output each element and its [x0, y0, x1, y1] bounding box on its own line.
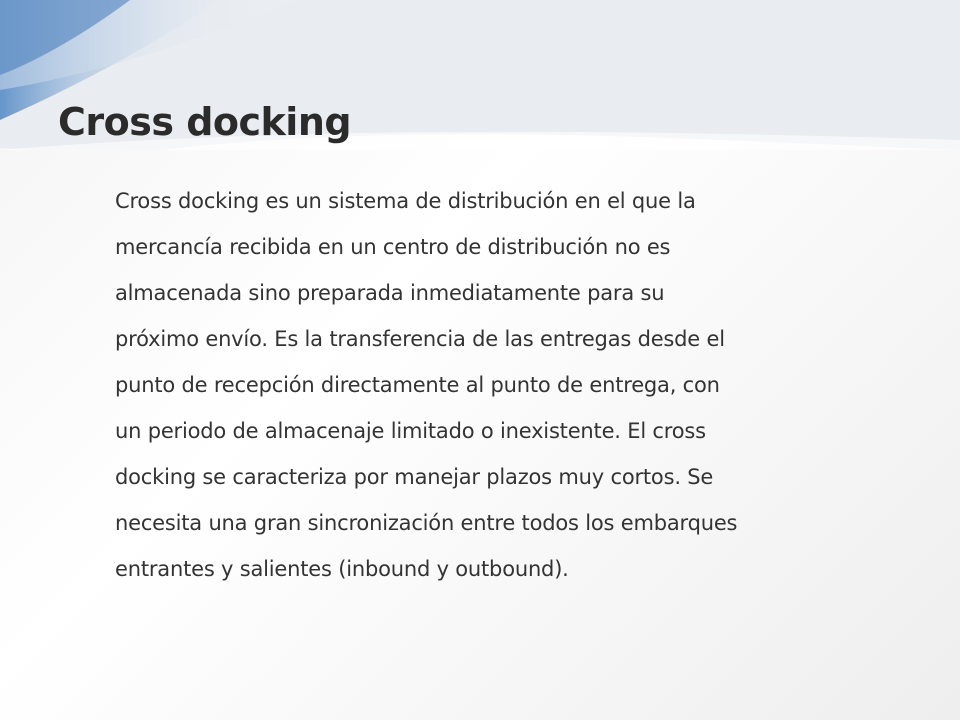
body-line: un periodo de almacenaje limitado o inexistente. El cross: [115, 419, 706, 443]
body-line: almacenada sino preparada inmediatamente para su: [115, 281, 665, 305]
slide-body-text: [115, 178, 915, 592]
body-line: entrantes y salientes (inbound y outbound).: [115, 557, 569, 581]
slide-title: Cross docking: [58, 100, 352, 144]
body-line: Cross docking es un sistema de distribución en el que la: [115, 189, 696, 213]
body-line: necesita una gran sincronización entre todos los embarques: [115, 511, 738, 535]
body-line: punto de recepción directamente al punto de entrega, con: [115, 373, 720, 397]
body-line: docking se caracteriza por manejar plazos muy cortos. Se: [115, 465, 714, 489]
body-line: mercancía recibida en un centro de distribución no es: [115, 235, 671, 259]
body-line: próximo envío. Es la transferencia de las entregas desde el: [115, 327, 725, 351]
